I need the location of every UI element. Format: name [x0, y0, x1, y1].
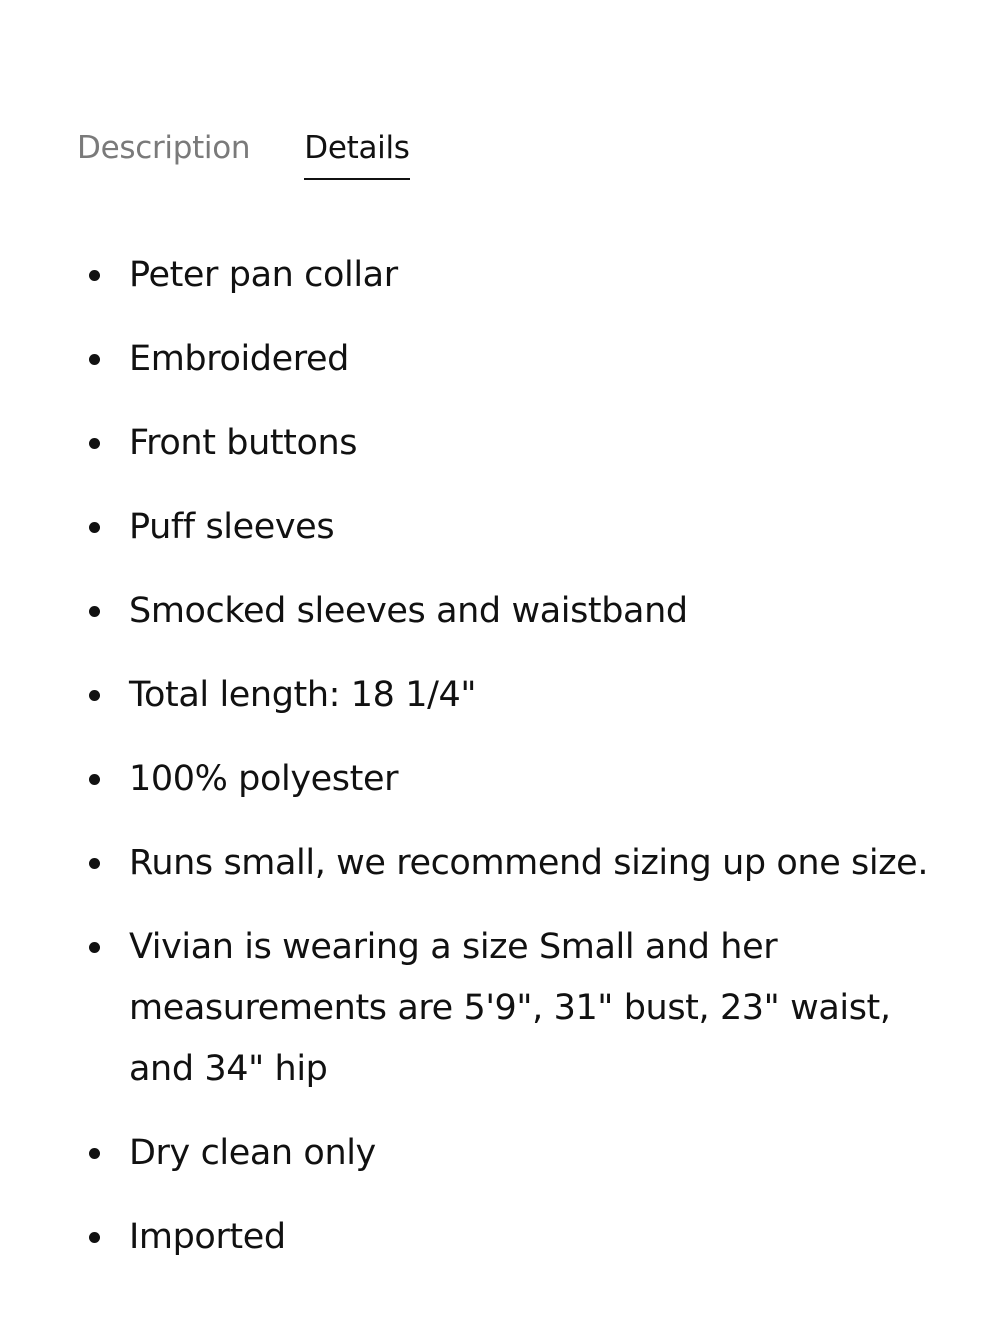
bullet-icon: [89, 438, 100, 449]
list-item: [84, 917, 944, 1100]
bullet-icon: [89, 354, 100, 365]
list-item-text: Puff sleeves: [129, 507, 335, 547]
details-list: [84, 245, 944, 1291]
list-item-text: Front buttons: [129, 423, 358, 463]
list-item-text: Dry clean only: [129, 1133, 376, 1173]
tab-details[interactable]: Details: [304, 128, 409, 180]
list-item-text: Embroidered: [129, 339, 349, 379]
bullet-icon: [89, 858, 100, 869]
list-item-text: Smocked sleeves and waistband: [129, 591, 688, 631]
bullet-icon: [89, 774, 100, 785]
list-item: [84, 1123, 944, 1184]
product-tabs: [77, 128, 410, 180]
list-item-text: 100% polyester: [129, 759, 399, 799]
list-item: [84, 413, 944, 474]
bullet-icon: [89, 690, 100, 701]
bullet-icon: [89, 1232, 100, 1243]
list-item: [84, 329, 944, 390]
bullet-icon: [89, 606, 100, 617]
list-item-text: Imported: [129, 1217, 286, 1257]
bullet-icon: [89, 270, 100, 281]
list-item: [84, 581, 944, 642]
bullet-icon: [89, 1148, 100, 1159]
list-item-text: Vivian is wearing a size Small and her measurements are 5'9", 31" bust, 23" waist, and 34" hip: [129, 927, 891, 1089]
list-item: [84, 749, 944, 810]
list-item-text: Total length: 18 1/4": [129, 675, 477, 715]
bullet-icon: [89, 942, 100, 953]
bullet-icon: [89, 522, 100, 533]
list-item: [84, 1207, 944, 1268]
list-item-text: Runs small, we recommend sizing up one size.: [129, 843, 929, 883]
list-item: [84, 245, 944, 306]
list-item: [84, 497, 944, 558]
list-item: [84, 833, 944, 894]
list-item: [84, 665, 944, 726]
list-item-text: Peter pan collar: [129, 255, 398, 295]
tab-description[interactable]: Description: [77, 130, 251, 166]
